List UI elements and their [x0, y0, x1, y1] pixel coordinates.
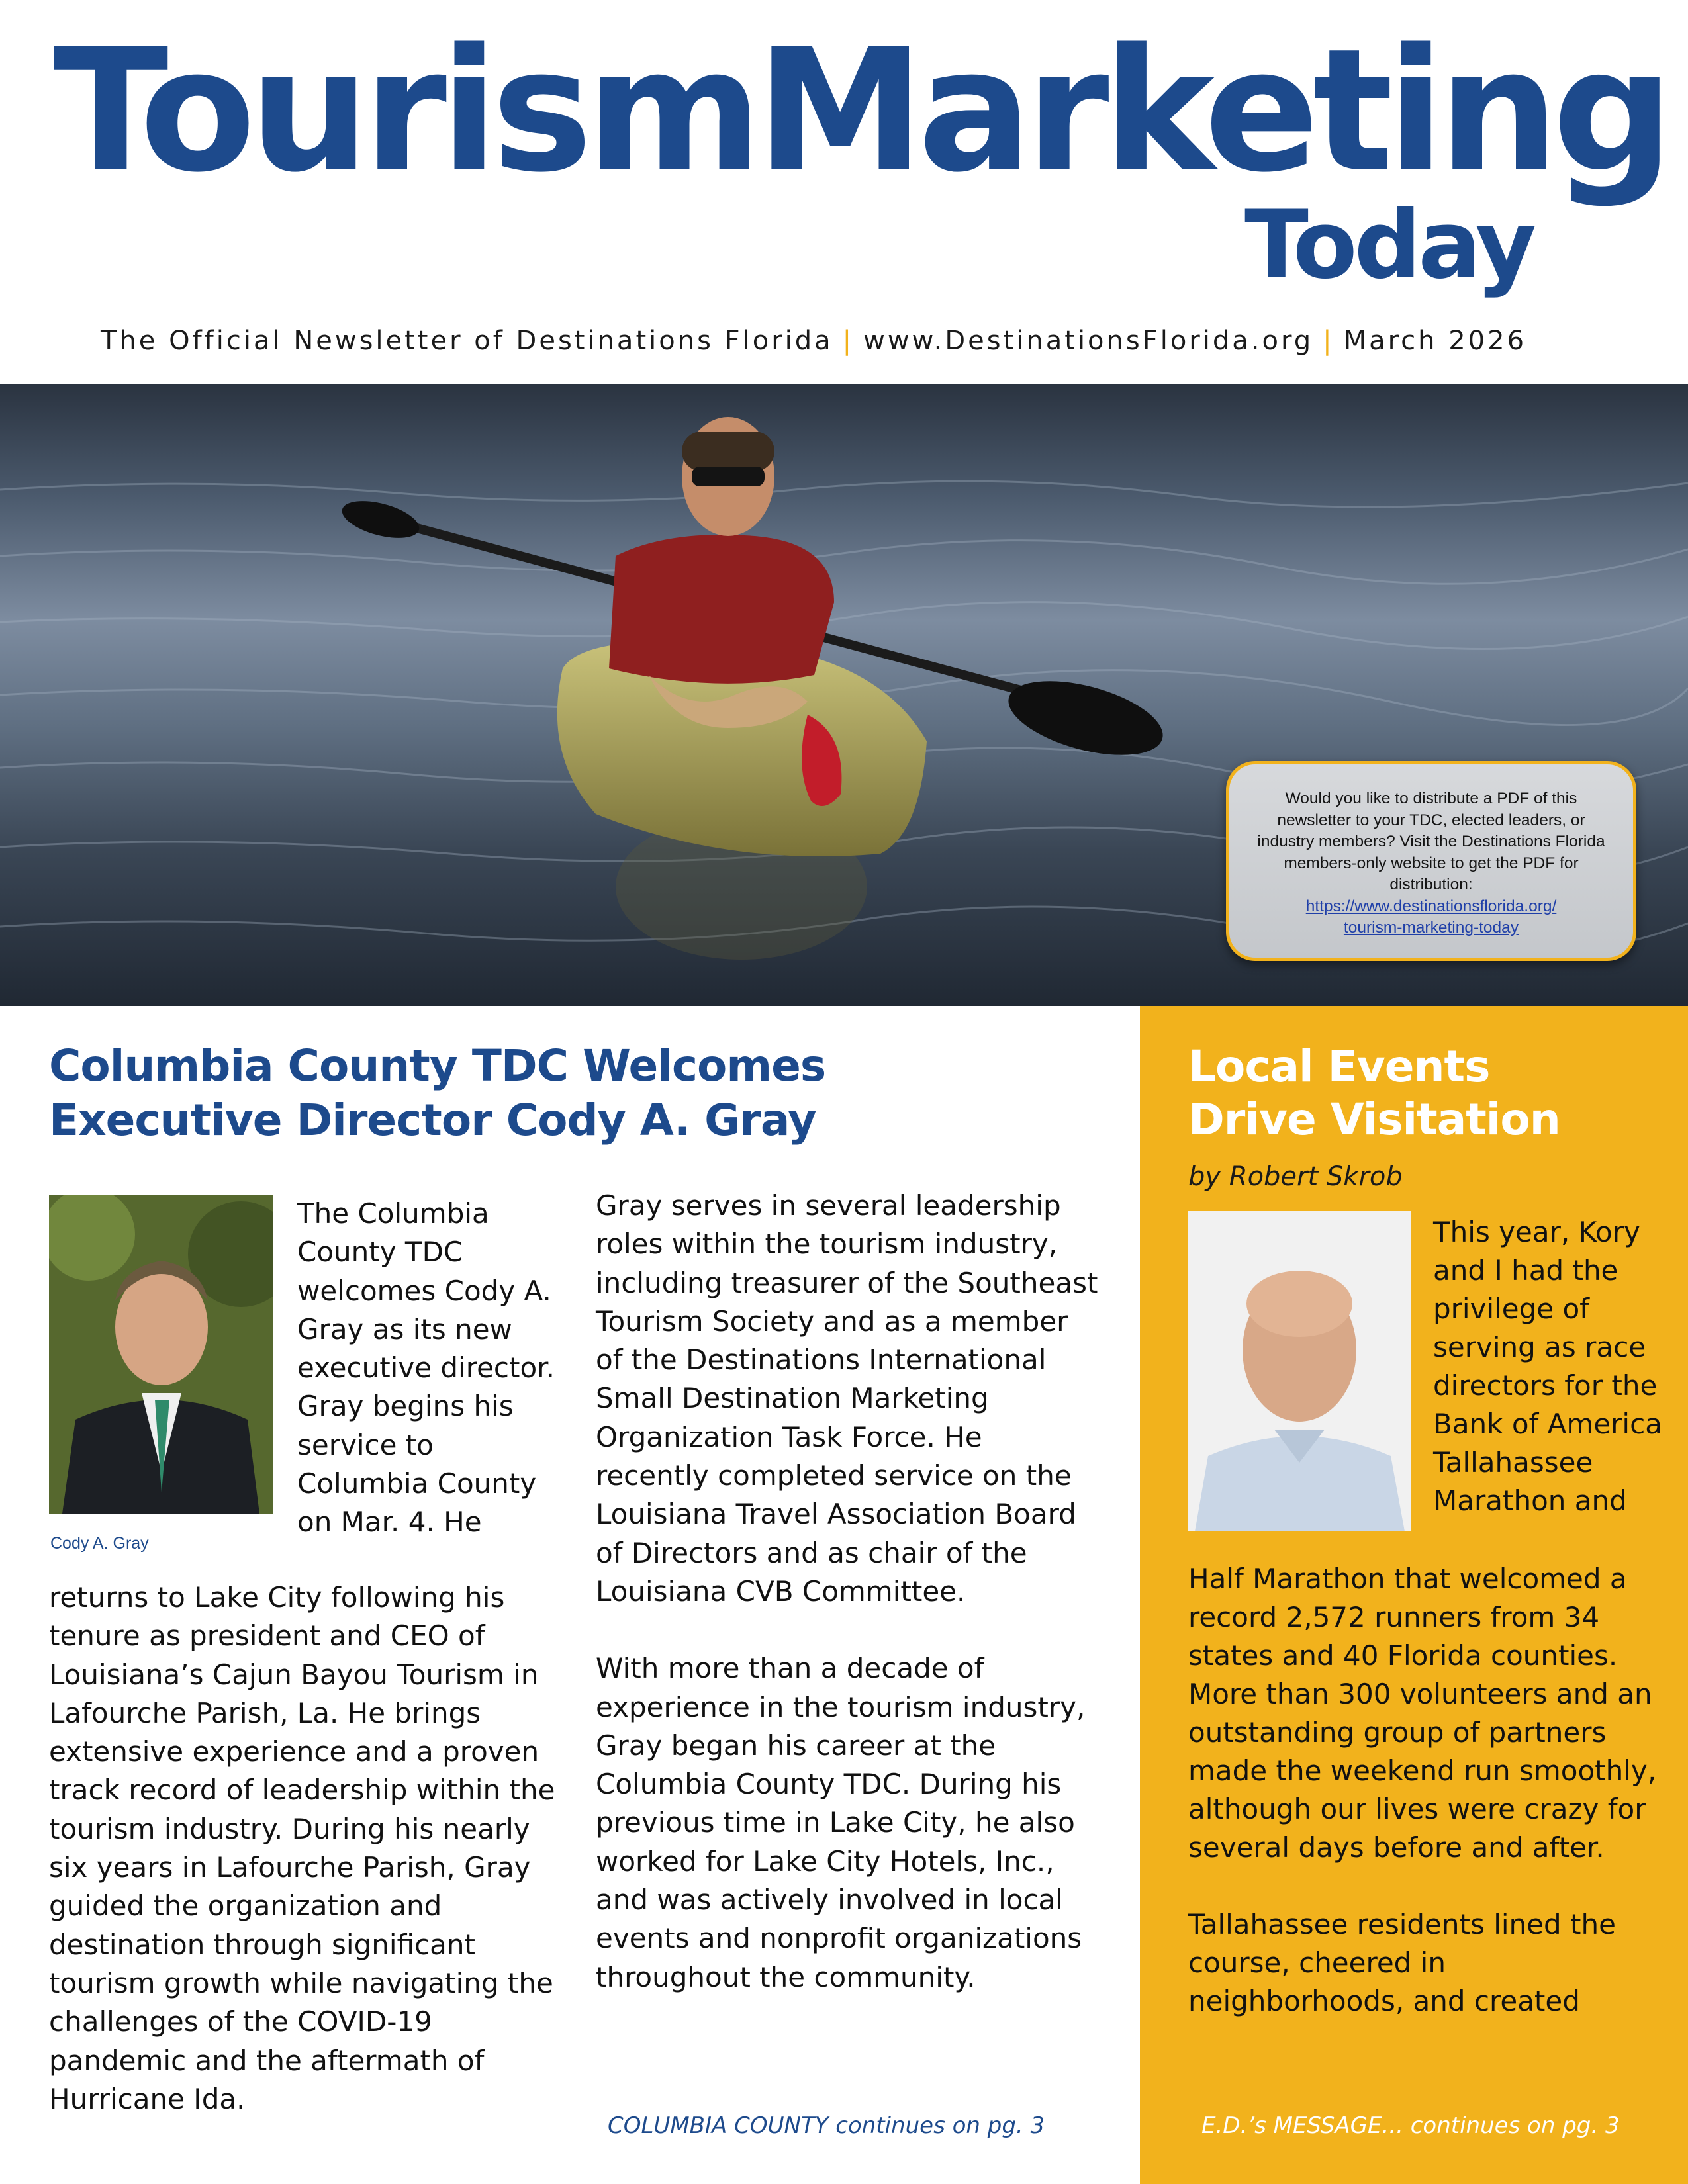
article-headline-line: Columbia County TDC Welcomes	[49, 1040, 826, 1091]
article-intro-text: The Columbia County TDC welcomes Cody A. Gray as its new executive director. Gray begins his service to Columbia County on Mar. 4. He	[297, 1197, 555, 1539]
sidebar-paragraph: Half Marathon that welcomed a record 2,572 runners from 34 states and 40 Florida counties. More than 300 volunteers and an outstanding group of partners made the weekend run smoothly, although our lives were crazy for several days before and after.	[1188, 1563, 1657, 1864]
portrait-illustration	[1188, 1211, 1411, 1531]
sidebar-continue-link: E.D.’s MESSAGE... continues on pg. 3	[1201, 2113, 1620, 2139]
article-headline-line: Executive Director Cody A. Gray	[49, 1095, 816, 1146]
tagline-date: March 2026	[1343, 326, 1527, 356]
sidebar-body	[1188, 1560, 1665, 2021]
tagline-separator: |	[842, 326, 855, 356]
sidebar-paragraph: Tallahassee residents lined the course, cheered in neighborhoods, and created	[1188, 1908, 1616, 2017]
callout-link-continued[interactable]: tourism-marketing-today	[1343, 919, 1519, 936]
sidebar-headline-line: Local Events	[1188, 1041, 1490, 1092]
portrait-photo-cody-gray	[49, 1195, 273, 1514]
newsletter-title: TourismMarketing	[53, 13, 1667, 210]
article-body-col1: returns to Lake City following his tenure as president and CEO of Louisiana’s Cajun Bayou Tourism in Lafourche Parish, La. He brings extensive experience and a proven track record of leadership within the tourism industry. During his nearly six years in Lafourche Parish, Gray guided the organization and destination through significant tourism growth while navigating the challenges of the COVID-19 pandemic and the aftermath of Hurricane Ida.	[49, 1581, 555, 2115]
sidebar-headline-line: Drive Visitation	[1188, 1094, 1560, 1145]
sidebar-byline: by Robert Skrob	[1188, 1161, 1403, 1192]
sidebar-headline	[1188, 1040, 1652, 1146]
pdf-distribution-callout	[1226, 761, 1636, 961]
article-body-col2	[596, 1187, 1099, 1997]
article-paragraph: Gray serves in several leadership roles within the tourism industry, including treasurer of the Southeast Tourism Society and as a member of the Destinations International Small Destination Marketing Organization Task Force. He recently completed service on the Louisiana Travel Association Board of Directors and as chair of the Louisiana CVB Committee.	[596, 1189, 1098, 1608]
newsletter-subtitle: Today	[1244, 191, 1534, 300]
portrait-illustration	[49, 1195, 273, 1514]
tagline-publisher: The Official Newsletter of Destinations Florida	[101, 326, 833, 356]
portrait-photo-robert-skrob	[1188, 1211, 1411, 1531]
photo-caption: Cody A. Gray	[50, 1534, 149, 1553]
callout-text: Would you like to distribute a PDF of this newsletter to your TDC, elected leaders, or industry members? Visit the Destinations Florida members-only website to get the PDF for distribution:	[1257, 790, 1605, 893]
callout-link[interactable]: https://www.destinationsflorida.org/	[1305, 897, 1557, 915]
article-continue-link: COLUMBIA COUNTY continues on pg. 3	[608, 2113, 1045, 2139]
article-headline	[49, 1039, 1108, 1148]
tagline-website: www.DestinationsFlorida.org	[863, 326, 1314, 356]
article-paragraph: With more than a decade of experience in the tourism industry, Gray began his career at the Columbia County TDC. During his previous time in Lake City, he also worked for Lake City Hotels, Inc., and was actively involved in local events and nonprofit organizations throughout the community.	[596, 1652, 1086, 1993]
sidebar-intro-text: This year, Kory and I had the privilege of serving as race directors for the Bank of America Tallahassee Marathon and	[1433, 1216, 1662, 1517]
tagline-separator: |	[1323, 326, 1335, 356]
masthead	[0, 0, 1688, 384]
tagline	[101, 326, 1526, 356]
